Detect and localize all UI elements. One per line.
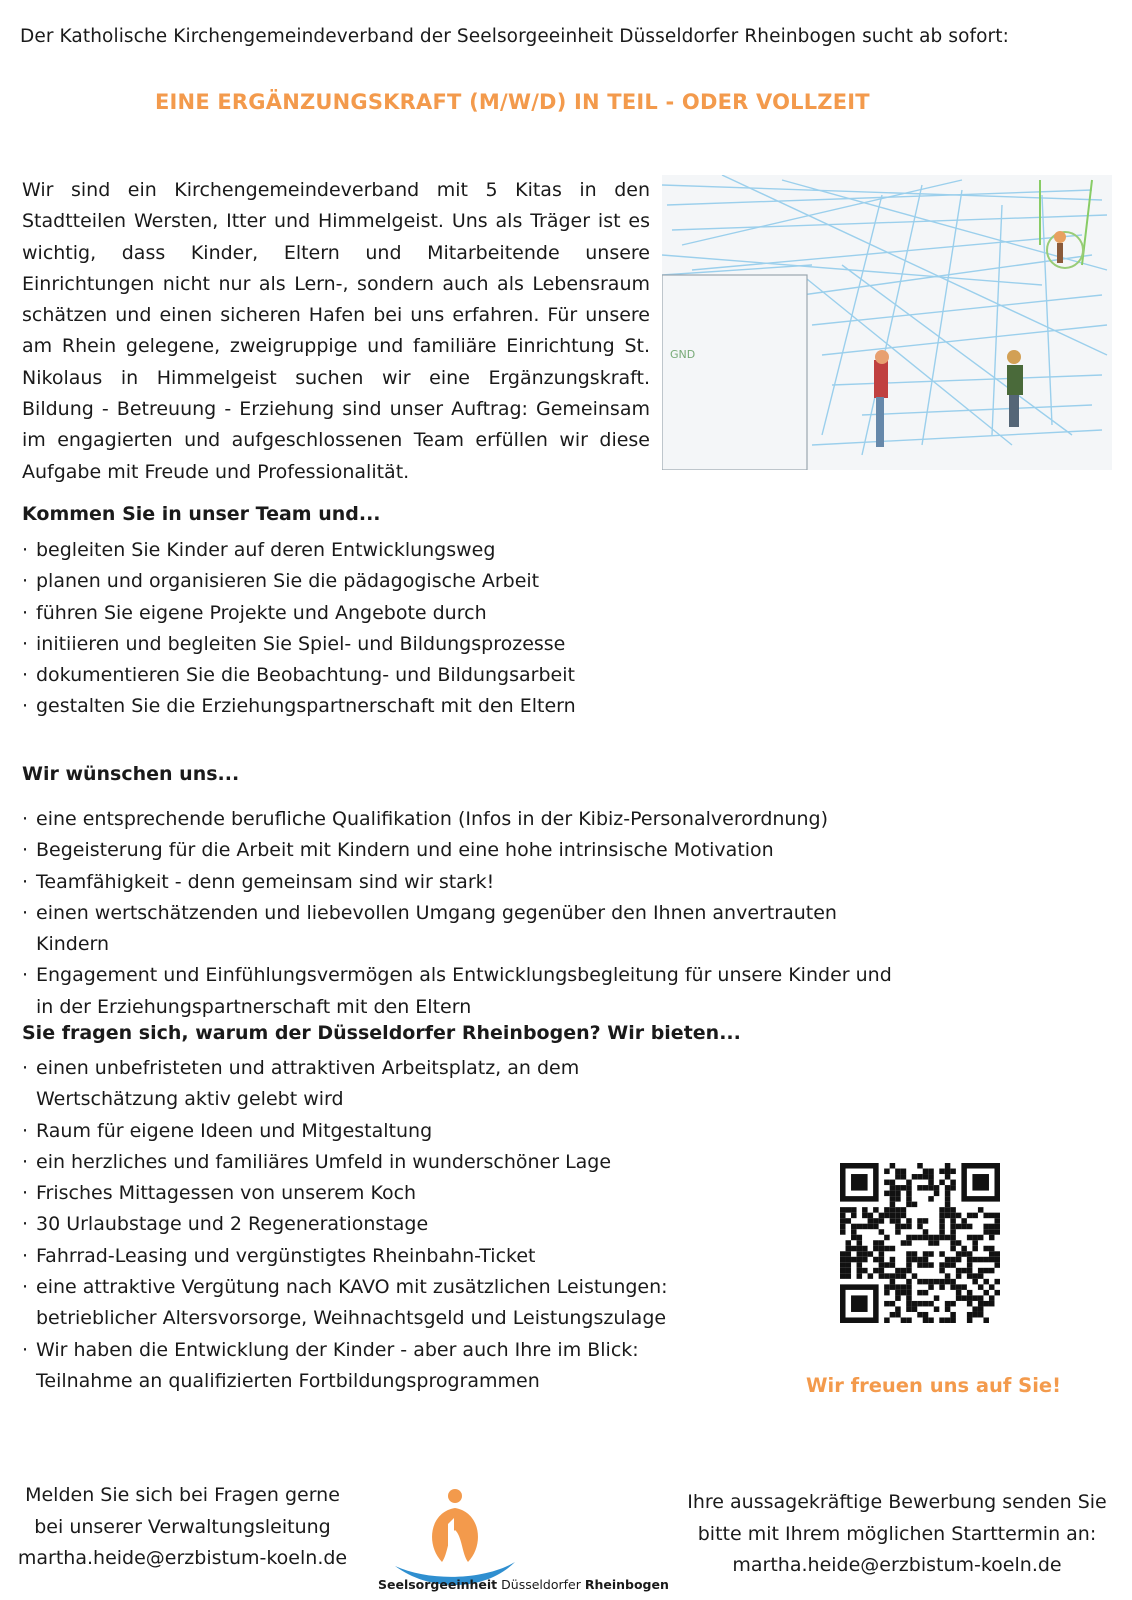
offers-list [22, 1053, 702, 1397]
job-headline: EINE ERGÄNZUNGSKRAFT (M/W/D) IN TEIL - ODER VOLLZEIT [155, 90, 870, 114]
list-item: · begleiten Sie Kinder auf deren Entwicklungsweg [22, 535, 576, 566]
logo-head-icon [448, 1489, 462, 1503]
application-line: Ihre aussagekräftige Bewerbung senden Sie [687, 1491, 1107, 1513]
list-item: · führen Sie eigene Projekte und Angebote durch [22, 598, 576, 629]
logo-text-part: Rheinbogen [584, 1577, 669, 1592]
logo-text-part: Düsseldorfer [501, 1577, 581, 1592]
list-item: · Wir haben die Entwicklung der Kinder - aber auch Ihre im Blick: Teilnahme an qualifizierten Fortbildungsprogrammen [22, 1335, 702, 1398]
list-item: · einen wertschätzenden und liebevollen Umgang gegenüber den Ihnen anvertrauten Kindern [22, 898, 902, 961]
list-item: · dokumentieren Sie die Beobachtung- und Bildungsarbeit [22, 660, 576, 691]
description-paragraph: Wir sind ein Kirchengemeindeverband mit 5 Kitas in den Stadtteilen Wersten, Itter und Himmelgeist. Uns als Träger ist es wichtig, dass Kinder, Eltern und Mitarbeitende unsere Einrichtungen nicht nur als Lern-, sondern auch als Lebensraum schätzen und einen sicheren Hafen bei uns erfahren. Für unsere am Rhein gelegene, zweigruppige und familiäre Einrichtung St. Nikolaus in Himmelgeist suchen wir eine Ergänzungskraft. Bildung - Betreuung - Erziehung sind unser Auftrag: Gemeinsam im engagierten und aufgeschlossenen Team erfüllen wir diese Aufgabe mit Freude und Professionalität. [22, 179, 650, 483]
tasks-heading: Kommen Sie in unser Team und... [22, 503, 381, 525]
application-info [672, 1487, 1122, 1582]
contact-line: Melden Sie sich bei Fragen gerne [25, 1484, 340, 1506]
list-item: · eine entsprechende berufliche Qualifikation (Infos in der Kibiz-Personalverordnung) [22, 804, 902, 835]
application-email-link[interactable]: martha.heide@erzbistum-koeln.de [732, 1554, 1062, 1576]
qr-code[interactable] [840, 1163, 1000, 1323]
list-item: · eine attraktive Vergütung nach KAVO mit zusätzlichen Leistungen: betrieblicher Altersvorsorge, Weihnachtsgeld und Leistungszulage [22, 1272, 702, 1335]
intro-text: Der Katholische Kirchengemeindeverband der Seelsorgeeinheit Düsseldorfer Rheinbogen sucht ab sofort: [20, 26, 1009, 47]
list-item: · gestalten Sie die Erziehungspartnerschaft mit den Eltern [22, 691, 576, 722]
list-item: · Teamfähigkeit - denn gemeinsam sind wir stark! [22, 867, 902, 898]
logo-figure-icon [432, 1508, 478, 1562]
wishes-heading: Wir wünschen uns... [22, 763, 240, 785]
wishes-list [22, 804, 902, 1023]
list-item: · Raum für eigene Ideen und Mitgestaltung [22, 1116, 702, 1147]
svg-text:GND: GND [670, 348, 696, 361]
list-item: · planen und organisieren Sie die pädagogische Arbeit [22, 566, 576, 597]
contact-line: bei unserer Verwaltungsleitung [34, 1515, 331, 1538]
logo-wordmark [378, 1577, 669, 1592]
contact-email-link[interactable]: martha.heide@erzbistum-koeln.de [17, 1547, 348, 1569]
list-item: · Engagement und Einfühlungsvermögen als Entwicklungsbegleitung für unsere Kinder und in der Erziehungspartnerschaft mit den Eltern [22, 960, 902, 1023]
logo-text-part: Seelsorgeeinheit [378, 1577, 498, 1592]
application-line: bitte mit Ihrem möglichen Starttermin an: [697, 1522, 1097, 1545]
tasks-list [22, 535, 576, 723]
list-item: · 30 Urlaubstage und 2 Regenerationstage [22, 1209, 702, 1240]
list-item: · initiieren und begleiten Sie Spiel- und Bildungsprozesse [22, 629, 576, 660]
list-item: · ein herzliches und familiäres Umfeld in wunderschöner Lage [22, 1147, 702, 1178]
child-drawing-image [662, 175, 1112, 470]
list-item: · Begeisterung für die Arbeit mit Kindern und eine hohe intrinsische Motivation [22, 835, 902, 866]
list-item: · einen unbefristeten und attraktiven Arbeitsplatz, an dem Wertschätzung aktiv gelebt wird [22, 1053, 702, 1116]
contact-questions [10, 1480, 355, 1575]
offers-heading: Sie fragen sich, warum der Düsseldorfer Rheinbogen? Wir bieten... [22, 1022, 741, 1044]
list-item: · Frisches Mittagessen von unserem Koch [22, 1178, 702, 1209]
closing-message: Wir freuen uns auf Sie! [806, 1374, 1062, 1397]
list-item: · Fahrrad-Leasing und vergünstigtes Rheinbahn-Ticket [22, 1241, 702, 1272]
